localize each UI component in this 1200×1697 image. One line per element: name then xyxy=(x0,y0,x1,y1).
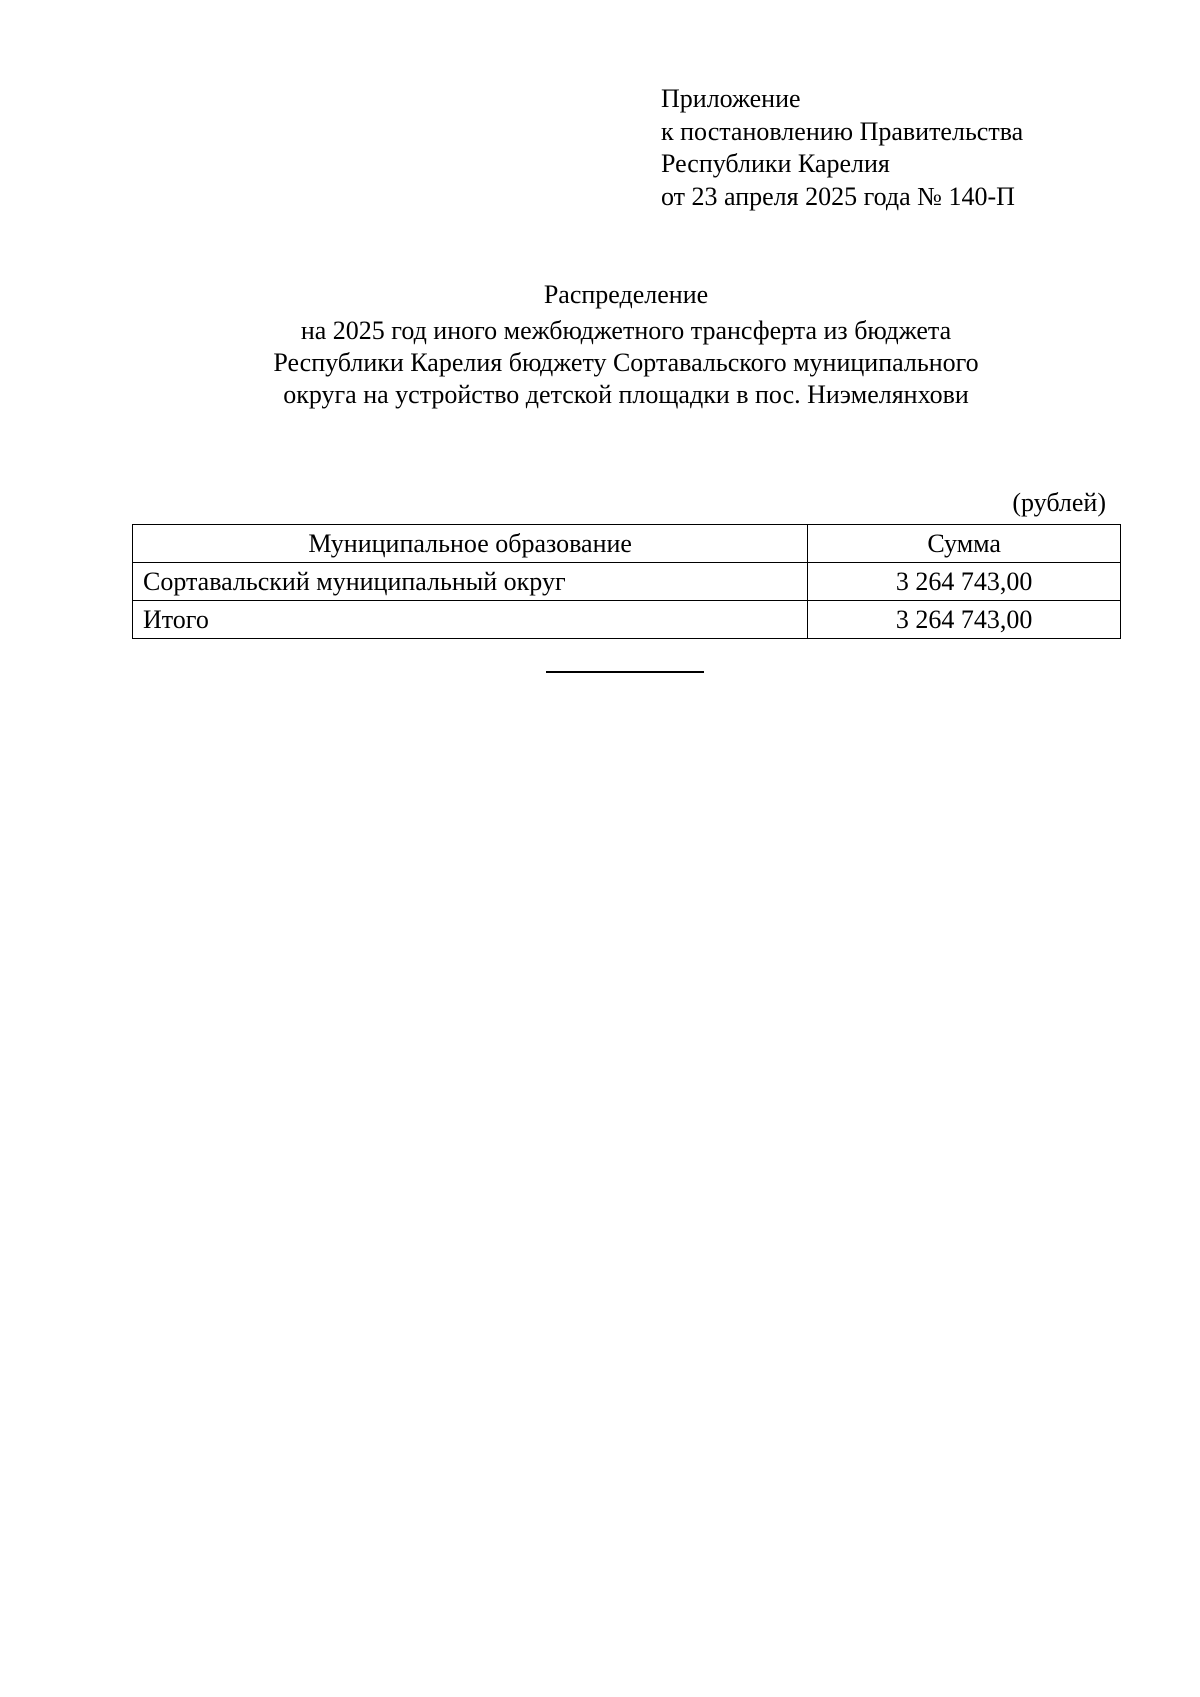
appendix-line: Республики Карелия xyxy=(661,149,890,178)
title-heading: Распределение xyxy=(543,280,709,309)
cell-sum: 3 264 743,00 xyxy=(808,563,1121,601)
document-title xyxy=(0,279,1200,411)
cell-total-label: Итого xyxy=(133,601,808,639)
appendix-date-line: от 23 апреля 2025 года № 140-П xyxy=(661,181,1015,211)
units-label: (рублей) xyxy=(1012,488,1106,517)
title-line: округа на устройство детской площадки в пос. Ниэмелянхови xyxy=(283,380,969,409)
column-header-municipality: Муниципальное образование xyxy=(133,525,808,563)
table-header-row xyxy=(133,525,1121,563)
appendix-line: к постановлению Правительства xyxy=(661,116,1024,146)
appendix-block xyxy=(661,83,1023,213)
table-row-total xyxy=(133,601,1121,639)
column-header-sum: Сумма xyxy=(808,525,1121,563)
title-line: Республики Карелия бюджету Сортавальского муниципального xyxy=(273,348,979,377)
cell-municipality: Сортавальский муниципальный округ xyxy=(133,563,808,601)
appendix-line: Приложение xyxy=(661,84,801,113)
distribution-table xyxy=(132,524,1121,639)
table-row xyxy=(133,563,1121,601)
cell-total-sum: 3 264 743,00 xyxy=(808,601,1121,639)
end-divider xyxy=(546,671,704,673)
title-line: на 2025 год иного межбюджетного трансферта из бюджета xyxy=(300,316,952,345)
